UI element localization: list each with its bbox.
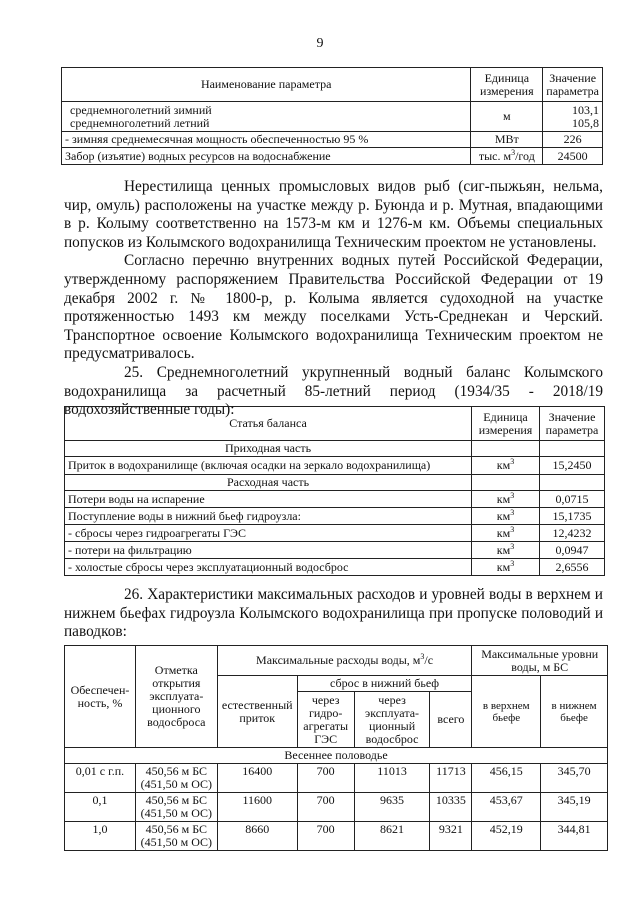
spillway-mark bbox=[135, 764, 217, 793]
unit-sup: 3 bbox=[510, 558, 515, 568]
param-unit bbox=[471, 148, 543, 165]
table-header-row bbox=[65, 646, 608, 676]
unit-sup: 3 bbox=[510, 457, 515, 466]
probability: 1,0 bbox=[65, 822, 136, 851]
via-units: 700 bbox=[297, 822, 354, 851]
param-unit: м bbox=[471, 102, 543, 132]
natural-inflow: 16400 bbox=[217, 764, 297, 793]
header-natural-inflow: естественный приток bbox=[217, 676, 297, 748]
param-name: Забор (изъятие) водных ресурсов на водоснабжение bbox=[62, 148, 471, 165]
mark-os: (451,50 м ОС) bbox=[140, 835, 213, 849]
unit-text: км bbox=[496, 508, 511, 523]
header-spillway-mark: Отметка открытия эксплуата-ционного водосброса bbox=[135, 646, 217, 748]
balance-item: Поступление воды в нижний бьеф гидроузла: bbox=[65, 508, 472, 525]
max-flows-table bbox=[64, 645, 608, 851]
empty-cell bbox=[540, 441, 605, 457]
unit-sup: 3 bbox=[510, 507, 515, 517]
balance-unit bbox=[472, 508, 540, 525]
param-line: среднемноголетний зимний bbox=[70, 102, 212, 117]
mark-bs: 450,56 м БС bbox=[145, 822, 208, 836]
header-probability: Обеспечен-ность, % bbox=[65, 646, 136, 748]
empty-cell bbox=[472, 475, 540, 491]
upper-level: 456,15 bbox=[472, 764, 541, 793]
via-spillway: 9635 bbox=[354, 793, 430, 822]
balance-unit bbox=[472, 491, 540, 508]
header-discharge-downstream: сброс в нижний бьеф bbox=[297, 676, 472, 692]
unit-text: км bbox=[496, 559, 511, 574]
probability: 0,1 bbox=[65, 793, 136, 822]
table-header-row bbox=[62, 68, 603, 102]
header-lower-pool: в нижнем бьефе bbox=[541, 676, 608, 748]
paragraph-spawning: Нерестилища ценных промысловых видов рыб (сиг-пыжьян, нельма, чир, омуль) расположены на участке между р. Буюнда и р. Мутная, впадающими в р. Колыму соответственно на 1573-м км и 1276-м км. Объемы специальных попусков из Колымского водохранилища Техническим проектом не установлены. bbox=[64, 178, 603, 251]
via-units: 700 bbox=[297, 764, 354, 793]
body-text-block-2 bbox=[64, 586, 603, 642]
upper-level: 452,19 bbox=[472, 822, 541, 851]
spillway-mark bbox=[135, 822, 217, 851]
header-value: Значение параметра bbox=[543, 68, 603, 102]
balance-value: 2,6556 bbox=[540, 559, 605, 576]
balance-value: 15,2450 bbox=[540, 457, 605, 475]
section-expense: Расходная часть bbox=[65, 475, 472, 491]
table-row bbox=[65, 525, 605, 542]
param-unit: МВт bbox=[471, 132, 543, 148]
via-spillway: 8621 bbox=[354, 822, 430, 851]
header-unit: Единица измерения bbox=[471, 68, 543, 102]
header-balance-item: Статья баланса bbox=[65, 407, 472, 441]
unit-text: /год bbox=[515, 148, 535, 163]
header-total: всего bbox=[430, 692, 472, 748]
balance-item: - холостые сбросы через эксплуатационный водосброс bbox=[65, 559, 472, 576]
header-max-flows bbox=[217, 646, 472, 676]
upper-level: 453,67 bbox=[472, 793, 541, 822]
header-upper-pool: в верхнем бьефе bbox=[472, 676, 541, 748]
section-row bbox=[65, 475, 605, 491]
table-row bbox=[65, 764, 608, 793]
balance-unit bbox=[472, 542, 540, 559]
lower-level: 344,81 bbox=[541, 822, 608, 851]
parameters-table bbox=[61, 67, 603, 165]
natural-inflow: 11600 bbox=[217, 793, 297, 822]
mark-bs: 450,56 м БС bbox=[145, 764, 208, 778]
table-row bbox=[65, 491, 605, 508]
balance-item: Потери воды на испарение bbox=[65, 491, 472, 508]
table-row bbox=[62, 132, 603, 148]
balance-value: 15,1735 bbox=[540, 508, 605, 525]
balance-item: - сбросы через гидроагрегаты ГЭС bbox=[65, 525, 472, 542]
mark-os: (451,50 м ОС) bbox=[140, 777, 213, 791]
via-spillway: 11013 bbox=[354, 764, 430, 793]
table-row bbox=[62, 148, 603, 165]
total: 11713 bbox=[430, 764, 472, 793]
header-via-spillway: через эксплуата-ционный водосброс bbox=[354, 692, 430, 748]
section-row bbox=[65, 748, 608, 764]
balance-unit bbox=[472, 457, 540, 475]
param-value: 24500 bbox=[543, 148, 603, 165]
unit-text: км bbox=[496, 458, 511, 472]
header-unit: Единица измерения bbox=[472, 407, 540, 441]
probability: 0,01 с г.п. bbox=[65, 764, 136, 793]
param-name: - зимняя среднемесячная мощность обеспеченностью 95 % bbox=[62, 132, 471, 148]
unit-text: км bbox=[496, 542, 511, 557]
paragraph-max-flows-heading: 26. Характеристики максимальных расходов и уровней воды в верхнем и нижнем бьефах гидроузла Колымского водохранилища при пропуске половодий и паводков: bbox=[64, 586, 603, 641]
spillway-mark bbox=[135, 793, 217, 822]
param-line: среднемноголетний летний bbox=[70, 115, 210, 130]
header-via-units: через гидро-агрегаты ГЭС bbox=[297, 692, 354, 748]
param-value bbox=[543, 102, 603, 132]
table-row bbox=[65, 508, 605, 525]
table-row bbox=[62, 102, 603, 132]
header-param-name: Наименование параметра bbox=[62, 68, 471, 102]
table-row bbox=[65, 542, 605, 559]
empty-cell bbox=[472, 441, 540, 457]
unit-sup: 3 bbox=[510, 490, 515, 500]
table-row bbox=[65, 559, 605, 576]
value-line: 105,8 bbox=[572, 115, 599, 130]
lower-level: 345,19 bbox=[541, 793, 608, 822]
mark-os: (451,50 м ОС) bbox=[140, 806, 213, 820]
balance-value: 0,0715 bbox=[540, 491, 605, 508]
section-spring-flood: Весеннее половодье bbox=[65, 748, 608, 764]
paragraph-water-balance-heading: 25. Среднемноголетний укрупненный водный баланс Колымского водохранилища за расчетный 85-летний период (1934/35 - 2018/19 водохозяйственные годы): bbox=[64, 363, 603, 419]
unit-text: тыс. м bbox=[478, 148, 512, 163]
param-name bbox=[62, 102, 471, 132]
empty-cell bbox=[540, 475, 605, 491]
total: 10335 bbox=[430, 793, 472, 822]
unit-text: км bbox=[496, 525, 511, 540]
table-header-row bbox=[65, 407, 605, 441]
balance-value: 12,4232 bbox=[540, 525, 605, 542]
unit-sup: 3 bbox=[511, 147, 516, 157]
balance-item: - потери на фильтрацию bbox=[65, 542, 472, 559]
unit-text: км bbox=[496, 491, 511, 506]
table-row bbox=[65, 822, 608, 851]
mark-bs: 450,56 м БС bbox=[145, 793, 208, 807]
total: 9321 bbox=[430, 822, 472, 851]
paragraph-waterways: Согласно перечню внутренних водных путей Российской Федерации, утвержденному распоряжением Правительства Российской Федерации от 19 декабря 2002 г. № 1800-р, р. Колыма является судоходной на участке протяженностью 1493 км между поселками Усть-Среднекан и Черский. Транспортное освоение Колымского водохранилища Техническим проектом не предусматривалось. bbox=[64, 252, 603, 363]
balance-value: 0,0947 bbox=[540, 542, 605, 559]
header-value: Значение параметра bbox=[540, 407, 605, 441]
balance-unit bbox=[472, 525, 540, 542]
water-balance-table bbox=[64, 406, 605, 576]
header-text: /с bbox=[424, 653, 434, 667]
balance-unit bbox=[472, 559, 540, 576]
header-max-levels: Максимальные уровни воды, м БС bbox=[472, 646, 608, 676]
unit-sup: 3 bbox=[510, 524, 515, 534]
page-number: 9 bbox=[316, 36, 324, 51]
section-row bbox=[65, 441, 605, 457]
lower-level: 345,70 bbox=[541, 764, 608, 793]
natural-inflow: 8660 bbox=[217, 822, 297, 851]
via-units: 700 bbox=[297, 793, 354, 822]
unit-sup: 3 bbox=[420, 652, 425, 661]
body-text-block bbox=[64, 178, 603, 420]
table-row bbox=[65, 793, 608, 822]
unit-sup: 3 bbox=[510, 541, 515, 551]
param-value: 226 bbox=[543, 132, 603, 148]
value-line: 103,1 bbox=[572, 102, 599, 117]
table-row bbox=[65, 457, 605, 475]
section-income: Приходная часть bbox=[65, 441, 472, 457]
balance-item: Приток в водохранилище (включая осадки на зеркало водохранилища) bbox=[65, 457, 472, 475]
header-text: Максимальные расходы воды, м bbox=[256, 653, 421, 667]
